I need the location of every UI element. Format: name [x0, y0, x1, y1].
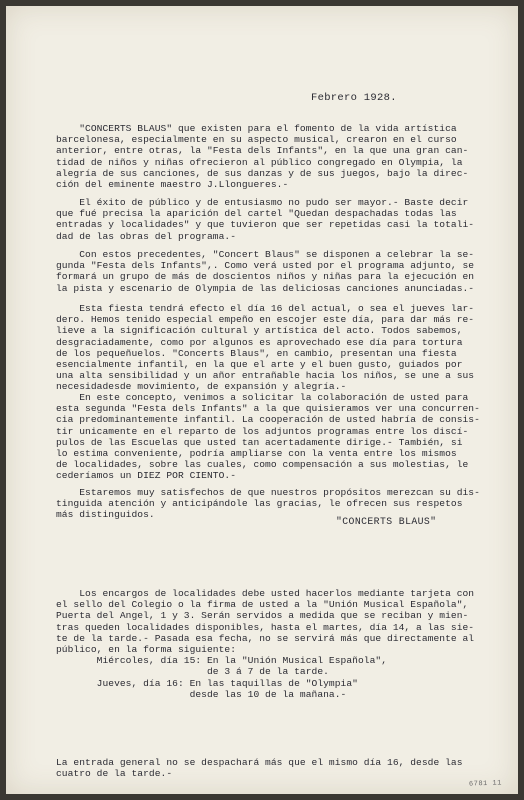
- paragraph-success: El éxito de público y de entusiasmo no pudo ser mayor.- Baste decir que fué precisa la aparición del cartel "Quedan despachadas todas las entradas y localidades" y que tuvieron que ser repetidas casi la totali- dad de las obras del programa.-: [56, 197, 475, 242]
- paragraph-collaboration: En este concepto, venimos a solicitar la colaboración de usted para esta segunda "Festa dels Infants" a la que quisieramos ver una concurren- cia predominantemente infantil. La cooperación de usted habría de consis- tir unicamente en el reparto de los adjuntos programas entre los discí- pulos de las Escuelas que usted tan acertadamente dirige.- También, si lo estima conveniente, podría ampliarse con la venta entre los mismos de localidades, sobre las cuales, como compensación a sus molestias, le cederíamos un DIEZ POR CIENTO.-: [56, 392, 480, 482]
- archive-stamp: 6781 11: [468, 779, 503, 789]
- document-page: [6, 6, 518, 794]
- paragraph-closing: Estaremos muy satisfechos de que nuestros propósitos merezcan su dis- tinguida atención y anticipándole las gracias, le ofrecen sus respetos más distinguidos.: [56, 487, 480, 521]
- paragraph-general-entry: La entrada general no se despachará más que el mismo día 16, desde las cuatro de la tarde.-: [56, 757, 463, 780]
- paragraph-intro: "CONCERTS BLAUS" que existen para el fomento de la vida artística barcelonesa, especialmente en su aspecto musical, crearon en el curso anterior, entre otras, la "Festa dels Infants", en la que una gran can- tidad de niños y niñas ofrecieron al público congregado en Olympia, la alegría de sus canciones, de sus danzas y de sus juegos, bajo la direc- ción del eminente maestro J.Llongueres.-: [56, 123, 469, 191]
- paragraph-ticket-orders: Los encargos de localidades debe usted hacerlos mediante tarjeta con el sello del Colegio o la firma de usted a la "Unión Musical Española", Puerta del Angel, 1 y 3. Serán servidos a medida que se reciban y mien- tras queden localidades disponibles, hasta el martes, día 14, a las sie- te de la tarde.- Pasada esa fecha, no se servirá más que directamente al público, en la forma siguiente: Miércoles, día 15: En la "Unión Musical Española", de 3 á 7 de la tarde. Jueves, día 16: En las taquillas de "Olympia" desde las 10 de la mañana.-: [56, 588, 475, 700]
- paragraph-date-details: Esta fiesta tendrá efecto el día 16 del actual, o sea el jueves lar- dero. Hemos tenido especial empeño en escojer este día, para dar más re- lieve a la significación cultural y artística del acto. Todos sabemos, desgraciadamente, como por algunos es aprovechado ese día para tortura de los pequeñuelos. "Concerts Blaus", en cambio, presentan una fiesta esencialmente infantil, en la que el arte y el buen gusto, guiados por una alta sensibilidad y un añor entrañable hacia los niños, se une a sus necesidadesde movimiento, de expansión y alegría.-: [56, 303, 475, 393]
- paragraph-announcement: Con estos precedentes, "Concert Blaus" se disponen a celebrar la se- gunda "Festa dels Infants",. Como verá usted por el programa adjunto, se formará un grupo de más de doscientos niños y niñas para la ejecución en la pista y escenario de Olympia de las deliciosas canciones anunciadas.-: [56, 249, 475, 294]
- signature: "CONCERTS BLAUS": [336, 516, 437, 527]
- document-date: Febrero 1928.: [311, 92, 397, 104]
